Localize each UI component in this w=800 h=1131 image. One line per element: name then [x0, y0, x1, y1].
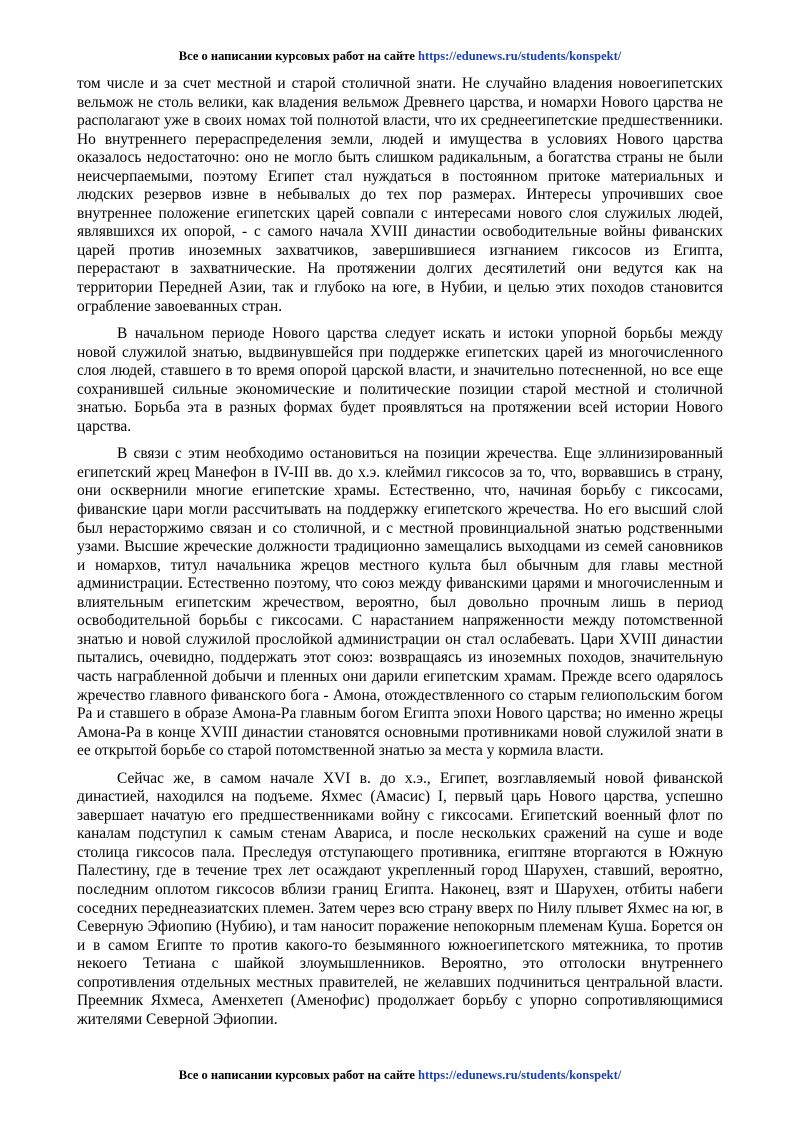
header-text: Все о написании курсовых работ на сайте [178, 49, 419, 63]
page-footer [0, 1067, 800, 1083]
footer-link[interactable]: https://edunews.ru/students/konspekt/ [418, 1068, 622, 1082]
document-body [77, 75, 723, 1038]
paragraph-3: В связи с этим необходимо остановиться на позиции жречества. Еще эллинизированный египетский жрец Манефон в IV-III вв. до х.э. клеймил гиксосов за то, что, ворвавшись в страну, они осквернили многие египетские храмы. Естественно, что, начиная борьбу с гиксосами, фиванские цари могли рассчитывать на поддержку египетского жречества. Но его высший слой был нерасторжимо связан и со столичной, и с местной провинциальной знатью родственными узами. Высшие жреческие должности традиционно замещались выходцами из семей сановников и номархов, титул начальника жрецов местного культа был обычным для главы местной администрации. Естественно поэтому, что союз между фиванскими царями и многочисленным и влиятельным египетским жречеством, вероятно, был довольно прочным лишь в период освободительной борьбы с гиксосами. С нарастанием напряженности между потомственной знатью и новой служилой прослойкой администрации он стал ослабевать. Цари XVIII династии пытались, очевидно, поддержать этот союз: возвращаясь из иноземных походов, значительную часть награбленной добычи и пленных они дарили египетским храмам. Прежде всего одарялось жречество главного фиванского бога - Амона, отождествленного со старым гелиопольским богом Ра и ставшего в образе Амона-Ра главным богом Египта эпохи Нового царства; но именно жрецы Амона-Ра в конце XVIII династии становятся основными противниками новой служилой знати в ее открытой борьбе со старой потомственной знатью за места у кормила власти. [77, 445, 723, 760]
paragraph-4: Сейчас же, в самом начале XVI в. до х.э., Египет, возглавляемый новой фиванской династией, находился на подъеме. Яхмес (Амасис) I, первый царь Нового царства, успешно завершает начатую его предшественниками войну с гиксосами. Египетский военный флот по каналам подступил к самым стенам Авариса, и после нескольких сражений на суше и воде столица гиксосов пала. Преследуя отступающего противника, египтяне вторгаются в Южную Палестину, где в течение трех лет осаждают укрепленный город Шарухен, ставший, вероятно, последним оплотом гиксосов вблизи границ Египта. Наконец, взят и Шарухен, отбиты набеги соседних переднеазиатских племен. Затем через всю страну вверх по Нилу плывет Яхмес на юг, в Северную Эфиопию (Нубию), и там наносит поражение непокорным племенам Куша. Борется он и в самом Египте то против какого-то безымянного южноегипетского мятежника, то против некоего Тетиана с шайкой злоумышленников. Вероятно, это отголоски внутреннего сопротивления отдельных местных правителей, не желавших подчиниться центральной власти. Преемник Яхмеса, Аменхетеп (Аменофис) продолжает борьбу с упорно сопротивляющимися жителями Северной Эфиопии. [77, 769, 723, 1028]
paragraph-2: В начальном периоде Нового царства следует искать и истоки упорной борьбы между новой служилой знатью, выдвинувшейся при поддержке египетских царей из многочисленного слоя людей, ставшего в то время опорой царской власти, и значительно потесненной, но все еще сохранившей сильные экономические и политические позиции старой местной и столичной знатью. Борьба эта в разных формах будет проявляться на протяжении всей истории Нового царства. [77, 325, 723, 435]
header-link[interactable]: https://edunews.ru/students/konspekt/ [418, 49, 622, 63]
page-header [0, 48, 800, 64]
paragraph-1: том числе и за счет местной и старой столичной знати. Не случайно владения новоегипетских вельмож не столь велики, как владения вельмож Древнего царства, и номархи Нового царства не располагают уже в своих номах той полнотой власти, что их среднеегипетские предшественники. Но внутреннего перераспределения земли, людей и имущества в условиях Нового царства оказалось недостаточно: оно не могло быть слишком радикальным, а богатства страны не были неисчерпаемыми, поэтому Египет стал нуждаться в постоянном притоке материальных и людских резервов извне в небывалых до тех пор размерах. Интересы упрочивших свое внутреннее положение египетских царей совпали с интересами нового слоя служилых людей, являвшихся их опорой, - с самого начала XVIII династии освободительные войны фиванских царей против иноземных захватчиков, завершившиеся изгнанием гиксосов из Египта, перерастают в захватнические. На протяжении долгих десятилетий они ведутся как на территории Передней Азии, так и глубоко на юге, в Нубии, и целью этих походов становится ограбление завоеванных стран. [77, 75, 723, 315]
footer-text: Все о написании курсовых работ на сайте [178, 1068, 419, 1082]
